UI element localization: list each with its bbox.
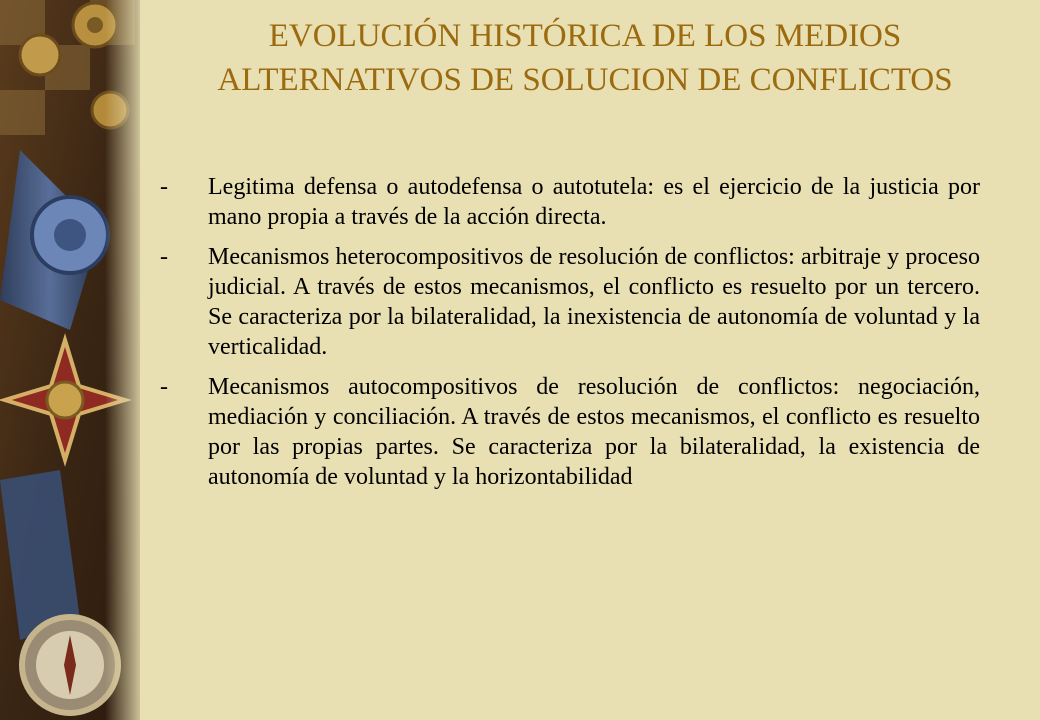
bullet-item-heterocompositivos	[160, 242, 980, 362]
bullet-marker: -	[160, 174, 168, 200]
bullet-text: Mecanismos autocompositivos de resolución de conflictos: negociación, mediación y conciliación. A través de estos mecanismos, el conflicto es resuelto por las propias partes. Se caracteriza por la bilateralidad, la existencia de autonomía de voluntad y la horizontabilidad	[208, 374, 980, 490]
bullet-list	[160, 172, 980, 502]
bullet-text: Mecanismos heterocompositivos de resolución de conflictos: arbitraje y proceso judicial. A través de estos mecanismos, el conflicto es resuelto por un tercero. Se caracteriza por la bilateralidad, la inexistencia de autonomía de voluntad y la verticalidad.	[208, 244, 980, 360]
bullet-item-autotutela	[160, 172, 980, 232]
bullet-marker: -	[160, 374, 168, 400]
bullet-text: Legitima defensa o autodefensa o autotutela: es el ejercicio de la justicia por mano propia a través de la acción directa.	[208, 174, 980, 230]
bullet-marker: -	[160, 244, 168, 270]
decorative-side-image	[0, 0, 140, 720]
slide-title: EVOLUCIÓN HISTÓRICA DE LOS MEDIOS ALTERNATIVOS DE SOLUCION DE CONFLICTOS	[217, 18, 953, 98]
bullet-item-autocompositivos	[160, 372, 980, 492]
